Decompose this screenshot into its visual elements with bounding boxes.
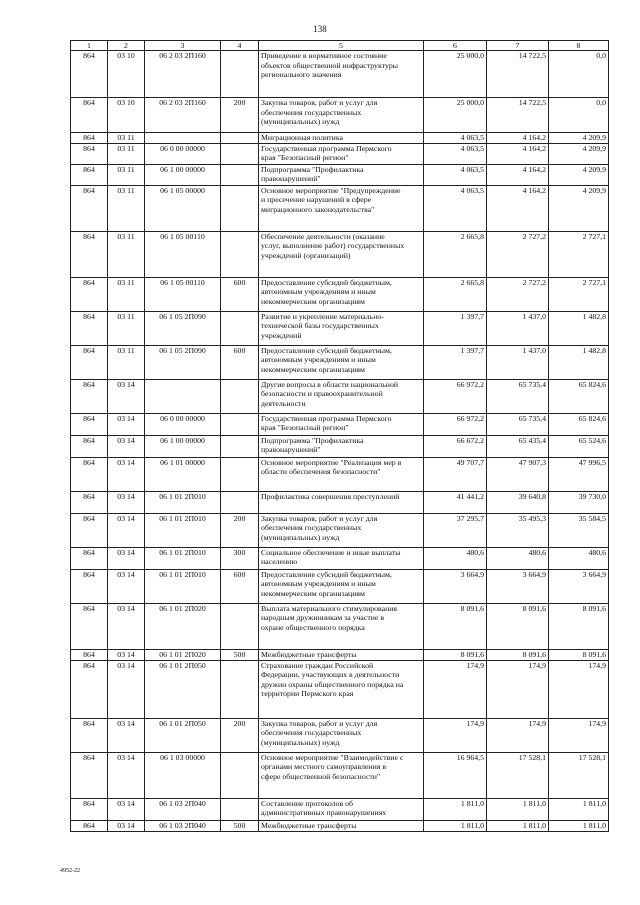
cell-amount-year-3: 174,9 [549,660,609,718]
cell-expense-type [221,435,259,457]
cell-amount-year-1: 37 295,7 [424,513,487,547]
cell-name: Предоставление субсидий бюджетным, автономным учреждениям и иным некоммерческим организациям [259,277,424,311]
table-row [71,718,609,752]
cell-amount-year-1: 1 811,0 [424,798,487,820]
cell-target-article: 06 1 01 2П020 [145,603,221,649]
table-row [71,435,609,457]
cell-target-article: 06 1 01 2П010 [145,547,221,569]
cell-expense-type: 200 [221,513,259,547]
cell-amount-year-1: 41 441,2 [424,491,487,513]
cell-amount-year-2: 47 907,3 [487,457,549,491]
cell-amount-year-3: 2 727,1 [549,231,609,277]
cell-ministry-code: 864 [71,491,108,513]
cell-ministry-code: 864 [71,231,108,277]
cell-target-article: 06 1 03 2П040 [145,798,221,820]
cell-amount-year-1: 25 000,0 [424,98,487,133]
cell-amount-year-2: 39 640,8 [487,491,549,513]
cell-amount-year-2: 2 727,2 [487,231,549,277]
cell-expense-type [221,133,259,144]
cell-target-article: 06 1 01 2П050 [145,660,221,718]
table-row [71,345,609,379]
cell-ministry-code: 864 [71,143,108,164]
cell-section-code: 03 11 [108,164,145,185]
cell-target-article: 06 1 05 00000 [145,185,221,231]
table-row [71,277,609,311]
cell-ministry-code: 864 [71,718,108,752]
table-row [71,231,609,277]
cell-amount-year-2: 4 164,2 [487,185,549,231]
cell-expense-type [221,185,259,231]
cell-ministry-code: 864 [71,311,108,345]
cell-ministry-code: 864 [71,457,108,491]
cell-ministry-code: 864 [71,413,108,435]
cell-expense-type [221,660,259,718]
table-row [71,379,609,413]
cell-expense-type: 600 [221,277,259,311]
cell-section-code: 03 14 [108,435,145,457]
cell-expense-type [221,231,259,277]
cell-amount-year-1: 4 063,5 [424,185,487,231]
table-row [71,660,609,718]
cell-amount-year-1: 8 091,6 [424,603,487,649]
table-row [71,547,609,569]
cell-amount-year-1: 1 397,7 [424,345,487,379]
cell-target-article: 06 1 05 2П090 [145,311,221,345]
cell-amount-year-3: 8 091,6 [549,603,609,649]
cell-name: Межбюджетные трансферты [259,649,424,660]
cell-amount-year-2: 1 437,0 [487,345,549,379]
cell-ministry-code: 864 [71,185,108,231]
cell-name: Другие вопросы в области национальной безопасности и правоохранительной деятельности [259,379,424,413]
table-row [71,798,609,820]
table-row [71,51,609,98]
cell-section-code: 03 14 [108,513,145,547]
cell-ministry-code: 864 [71,51,108,98]
cell-amount-year-1: 2 665,8 [424,277,487,311]
cell-section-code: 03 11 [108,231,145,277]
table-row [71,649,609,660]
cell-amount-year-3: 1 482,8 [549,311,609,345]
table-row [71,491,609,513]
cell-target-article: 06 1 01 00000 [145,457,221,491]
cell-name: Подпрограмма "Профилактика правонарушений" [259,164,424,185]
cell-target-article: 06 1 01 2П010 [145,569,221,603]
cell-target-article: 06 1 03 00000 [145,752,221,798]
cell-amount-year-3: 1 811,0 [549,820,609,831]
table-row [71,413,609,435]
table-body [71,51,609,832]
cell-name: Межбюджетные трансферты [259,820,424,831]
cell-amount-year-2: 14 722,5 [487,51,549,98]
cell-amount-year-2: 65 735,4 [487,413,549,435]
cell-amount-year-2: 8 091,6 [487,603,549,649]
cell-section-code: 03 14 [108,457,145,491]
cell-name: Составление протоколов об административных правонарушениях [259,798,424,820]
cell-ministry-code: 864 [71,752,108,798]
cell-expense-type [221,491,259,513]
cell-ministry-code: 864 [71,603,108,649]
cell-expense-type: 300 [221,547,259,569]
table-row [71,752,609,798]
column-header: 8 [549,41,609,51]
cell-amount-year-2: 1 437,0 [487,311,549,345]
cell-target-article: 06 0 00 00000 [145,413,221,435]
cell-amount-year-3: 35 584,5 [549,513,609,547]
cell-section-code: 03 11 [108,345,145,379]
cell-ministry-code: 864 [71,513,108,547]
cell-expense-type [221,379,259,413]
cell-amount-year-2: 17 528,1 [487,752,549,798]
cell-expense-type: 500 [221,820,259,831]
cell-amount-year-2: 1 811,0 [487,798,549,820]
column-header: 6 [424,41,487,51]
cell-name: Государственная программа Пермского края "Безопасный регион" [259,413,424,435]
cell-section-code: 03 11 [108,311,145,345]
cell-amount-year-3: 39 730,0 [549,491,609,513]
budget-table [70,40,609,832]
cell-amount-year-3: 1 482,8 [549,345,609,379]
cell-name: Обеспечение деятельности (оказание услуг, выполнение работ) государственных учреждений (организаций) [259,231,424,277]
table-row [71,98,609,133]
cell-amount-year-1: 2 665,8 [424,231,487,277]
column-header: 4 [221,41,259,51]
cell-amount-year-3: 0,0 [549,98,609,133]
cell-ministry-code: 864 [71,98,108,133]
cell-amount-year-3: 4 209,9 [549,143,609,164]
cell-amount-year-1: 49 707,7 [424,457,487,491]
cell-amount-year-1: 1 811,0 [424,820,487,831]
cell-name: Закупка товаров, работ и услуг для обеспечения государственных (муниципальных) нужд [259,718,424,752]
column-header: 2 [108,41,145,51]
cell-target-article [145,133,221,144]
cell-ministry-code: 864 [71,649,108,660]
cell-amount-year-3: 17 528,1 [549,752,609,798]
cell-expense-type: 200 [221,718,259,752]
cell-section-code: 03 14 [108,491,145,513]
cell-amount-year-3: 0,0 [549,51,609,98]
cell-name: Миграционная политика [259,133,424,144]
table-row [71,569,609,603]
cell-section-code: 03 11 [108,185,145,231]
table-row [71,457,609,491]
table-row [71,164,609,185]
cell-ministry-code: 864 [71,345,108,379]
cell-amount-year-2: 174,9 [487,660,549,718]
cell-expense-type [221,457,259,491]
cell-expense-type [221,164,259,185]
table-row [71,311,609,345]
page-number: 138 [313,24,327,34]
cell-name: Закупка товаров, работ и услуг для обеспечения государственных (муниципальных) нужд [259,513,424,547]
cell-amount-year-1: 8 091,6 [424,649,487,660]
column-header: 7 [487,41,549,51]
cell-target-article: 06 1 05 00110 [145,231,221,277]
cell-section-code: 03 11 [108,277,145,311]
footer-code: 4952-22 [60,868,80,874]
cell-name: Подпрограмма "Профилактика правонарушений" [259,435,424,457]
cell-ministry-code: 864 [71,277,108,311]
table-row [71,603,609,649]
cell-ministry-code: 864 [71,820,108,831]
cell-target-article: 06 1 05 00110 [145,277,221,311]
cell-name: Выплата материального стимулирования народным дружинникам за участие в охране общественного порядка [259,603,424,649]
cell-name: Приведение в нормативное состояние объектов общественной инфраструктуры регионального значения [259,51,424,98]
cell-amount-year-3: 65 824,6 [549,379,609,413]
cell-amount-year-1: 174,9 [424,660,487,718]
cell-amount-year-2: 174,9 [487,718,549,752]
cell-section-code: 03 14 [108,752,145,798]
cell-amount-year-3: 3 664,9 [549,569,609,603]
cell-amount-year-1: 480,6 [424,547,487,569]
cell-amount-year-3: 174,9 [549,718,609,752]
cell-amount-year-1: 66 972,2 [424,379,487,413]
cell-expense-type [221,413,259,435]
cell-amount-year-2: 1 811,0 [487,820,549,831]
table-row [71,133,609,144]
cell-expense-type: 600 [221,569,259,603]
cell-ministry-code: 864 [71,547,108,569]
cell-amount-year-3: 65 824,6 [549,413,609,435]
column-header: 5 [259,41,424,51]
cell-amount-year-2: 14 722,5 [487,98,549,133]
table-header-row [71,41,609,51]
cell-ministry-code: 864 [71,164,108,185]
cell-target-article: 06 1 05 2П090 [145,345,221,379]
cell-amount-year-3: 480,6 [549,547,609,569]
cell-name: Профилактика совершения преступлений [259,491,424,513]
cell-name: Основное мероприятие "Реализация мер в области обеспечения безопасности" [259,457,424,491]
cell-amount-year-3: 47 996,5 [549,457,609,491]
cell-amount-year-1: 1 397,7 [424,311,487,345]
cell-section-code: 03 14 [108,603,145,649]
cell-expense-type [221,143,259,164]
cell-amount-year-3: 8 091,6 [549,649,609,660]
table-row [71,185,609,231]
cell-target-article: 06 1 00 00000 [145,164,221,185]
cell-amount-year-2: 65 435,4 [487,435,549,457]
cell-amount-year-2: 4 164,2 [487,164,549,185]
cell-section-code: 03 14 [108,413,145,435]
cell-amount-year-3: 4 209,9 [549,133,609,144]
cell-expense-type [221,603,259,649]
cell-section-code: 03 14 [108,547,145,569]
column-header: 1 [71,41,108,51]
cell-amount-year-2: 35 495,3 [487,513,549,547]
cell-section-code: 03 14 [108,820,145,831]
cell-amount-year-1: 66 972,2 [424,413,487,435]
cell-amount-year-3: 2 727,1 [549,277,609,311]
cell-amount-year-2: 65 735,4 [487,379,549,413]
cell-expense-type [221,752,259,798]
cell-target-article [145,379,221,413]
cell-amount-year-3: 4 209,9 [549,185,609,231]
column-header: 3 [145,41,221,51]
cell-section-code: 03 10 [108,51,145,98]
cell-ministry-code: 864 [71,569,108,603]
cell-amount-year-1: 3 664,9 [424,569,487,603]
cell-ministry-code: 864 [71,660,108,718]
cell-target-article: 06 1 03 2П040 [145,820,221,831]
cell-section-code: 03 14 [108,649,145,660]
cell-amount-year-2: 4 164,2 [487,133,549,144]
cell-amount-year-2: 3 664,9 [487,569,549,603]
cell-name: Основное мероприятие "Предупреждение и пресечение нарушений в сфере миграционного законодательства" [259,185,424,231]
cell-expense-type: 200 [221,98,259,133]
cell-name: Страхование граждан Российской Федерации, участвующих в деятельности дружин охраны общественного порядка на территории Пермского края [259,660,424,718]
cell-amount-year-3: 1 811,0 [549,798,609,820]
cell-name: Предоставление субсидий бюджетным, автономным учреждениям и иным некоммерческим организациям [259,569,424,603]
table-row [71,820,609,831]
cell-ministry-code: 864 [71,435,108,457]
cell-target-article: 06 2 03 2П160 [145,98,221,133]
cell-target-article: 06 1 01 2П010 [145,491,221,513]
cell-amount-year-2: 8 091,6 [487,649,549,660]
cell-section-code: 03 14 [108,569,145,603]
cell-target-article: 06 0 00 00000 [145,143,221,164]
cell-amount-year-3: 4 209,9 [549,164,609,185]
table-row [71,143,609,164]
cell-expense-type [221,51,259,98]
cell-name: Развитие и укрепление материально- технической базы государственных учреждений [259,311,424,345]
cell-amount-year-2: 2 727,2 [487,277,549,311]
cell-name: Основное мероприятие "Взаимодействие с органами местного самоуправления в сфере общественной безопасности" [259,752,424,798]
cell-target-article: 06 1 00 00000 [145,435,221,457]
cell-amount-year-1: 4 063,5 [424,133,487,144]
cell-amount-year-1: 25 000,0 [424,51,487,98]
cell-ministry-code: 864 [71,379,108,413]
cell-target-article: 06 1 01 2П020 [145,649,221,660]
cell-amount-year-1: 4 063,5 [424,164,487,185]
cell-section-code: 03 11 [108,143,145,164]
cell-amount-year-1: 4 063,5 [424,143,487,164]
cell-expense-type [221,798,259,820]
cell-expense-type: 500 [221,649,259,660]
cell-amount-year-3: 65 524,6 [549,435,609,457]
cell-section-code: 03 11 [108,133,145,144]
cell-amount-year-2: 4 164,2 [487,143,549,164]
table-row [71,513,609,547]
cell-name: Закупка товаров, работ и услуг для обеспечения государственных (муниципальных) нужд [259,98,424,133]
cell-amount-year-1: 16 964,5 [424,752,487,798]
cell-ministry-code: 864 [71,798,108,820]
cell-target-article: 06 1 01 2П010 [145,513,221,547]
cell-expense-type [221,311,259,345]
cell-name: Социальное обеспечение и иные выплаты населению [259,547,424,569]
cell-target-article: 06 2 03 2П160 [145,51,221,98]
cell-amount-year-2: 480,6 [487,547,549,569]
cell-expense-type: 600 [221,345,259,379]
cell-ministry-code: 864 [71,133,108,144]
cell-section-code: 03 14 [108,660,145,718]
cell-amount-year-1: 66 672,2 [424,435,487,457]
cell-section-code: 03 10 [108,98,145,133]
cell-target-article: 06 1 01 2П050 [145,718,221,752]
cell-section-code: 03 14 [108,718,145,752]
cell-amount-year-1: 174,9 [424,718,487,752]
cell-name: Предоставление субсидий бюджетным, автономным учреждениям и иным некоммерческим организациям [259,345,424,379]
cell-section-code: 03 14 [108,798,145,820]
cell-name: Государственная программа Пермского края "Безопасный регион" [259,143,424,164]
cell-section-code: 03 14 [108,379,145,413]
